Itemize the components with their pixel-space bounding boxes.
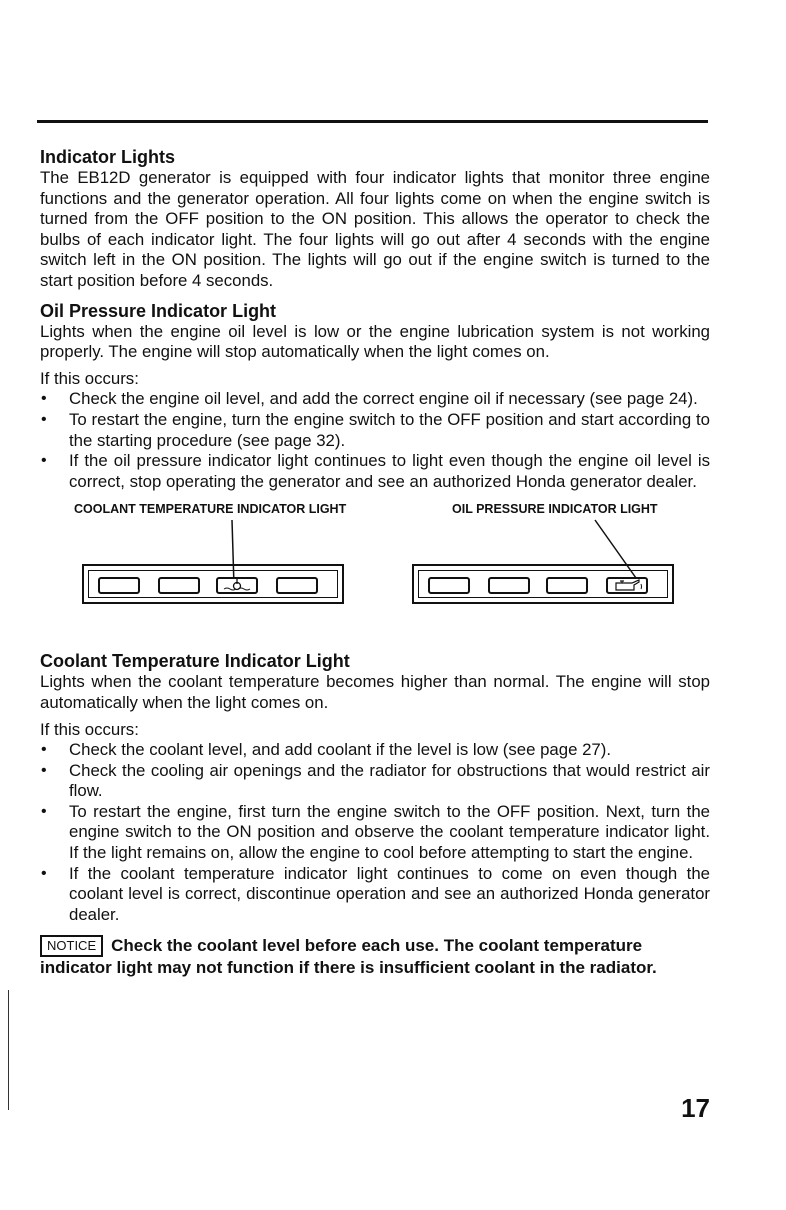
page-content [40, 146, 710, 978]
right-indicator-panel [412, 564, 674, 604]
oil-if-occurs: If this occurs: [40, 368, 139, 388]
indicator-lamp [98, 577, 140, 594]
oil-pressure-heading: Oil Pressure Indicator Light [40, 300, 277, 321]
list-item: • Check the coolant level, and add coolant if the level is low (see page 27). [40, 740, 710, 761]
indicator-lights-heading: Indicator Lights [40, 147, 175, 167]
oil-can-icon [608, 579, 646, 592]
list-item: • To restart the engine, first turn the engine switch to the OFF position. Next, turn the engine switch to the ON position and observe the coolant temperature indicator light. If the light remains on, allow the engine to cool before attempting to start the engine. [40, 802, 710, 864]
indicator-lamp [276, 577, 318, 594]
left-indicator-panel [82, 564, 344, 604]
coolant-temperature-icon [218, 579, 256, 592]
coolant-bullet-list [40, 740, 710, 925]
top-rule [37, 120, 708, 123]
oil-bullet-list [40, 389, 710, 492]
indicator-lamp [488, 577, 530, 594]
notice-paragraph [40, 935, 710, 978]
list-item: • To restart the engine, turn the engine switch to the OFF position and start according to the starting procedure (see page 32). [40, 410, 710, 451]
coolant-body: Lights when the coolant temperature becomes higher than normal. The engine will stop automatically when the light comes on. [40, 672, 710, 712]
page-number: 17 [681, 1093, 710, 1123]
indicator-lights-body: The EB12D generator is equipped with four indicator lights that monitor three engine functions and the generator operation. All four lights come on when the engine switch is turned from the OFF position to the ON position. This allows the operator to check the bulbs of each indicator light. The four lights will go out after 4 seconds with the engine switch left in the ON position. The lights will go out if the engine switch is turned to the start position before 4 seconds. [40, 168, 710, 290]
list-item: • Check the engine oil level, and add the correct engine oil if necessary (see page 24). [40, 389, 710, 410]
indicator-panel-figure [40, 502, 710, 652]
coolant-section [40, 650, 710, 925]
list-item: • If the oil pressure indicator light continues to light even though the engine oil level is correct, stop operating the generator and see an authorized Honda generator dealer. [40, 451, 710, 492]
notice-badge: NOTICE [40, 935, 103, 957]
coolant-if-occurs: If this occurs: [40, 719, 139, 739]
margin-change-bar [8, 990, 9, 1110]
list-item: • Check the cooling air openings and the radiator for obstructions that would restrict air flow. [40, 761, 710, 802]
indicator-lights-section [40, 146, 710, 292]
coolant-light-caption: COOLANT TEMPERATURE INDICATOR LIGHT [74, 502, 347, 517]
indicator-lamp [158, 577, 200, 594]
coolant-heading: Coolant Temperature Indicator Light [40, 651, 350, 672]
indicator-lamp [428, 577, 470, 594]
indicator-lamp [546, 577, 588, 594]
oil-light-caption: OIL PRESSURE INDICATOR LIGHT [452, 502, 658, 517]
coolant-temperature-lamp [216, 577, 258, 594]
list-item: • If the coolant temperature indicator light continues to come on even though the coolant level is correct, discontinue operation and see an authorized Honda generator dealer. [40, 864, 710, 926]
oil-pressure-lamp [606, 577, 648, 594]
oil-pressure-body: Lights when the engine oil level is low or the engine lubrication system is not working properly. The engine will stop automatically when the light comes on. [40, 321, 710, 362]
notice-text: Check the coolant level before each use. The coolant temperature indicator light may not function if there is insufficient coolant in the radiator. [40, 936, 657, 978]
oil-pressure-section [40, 300, 710, 493]
